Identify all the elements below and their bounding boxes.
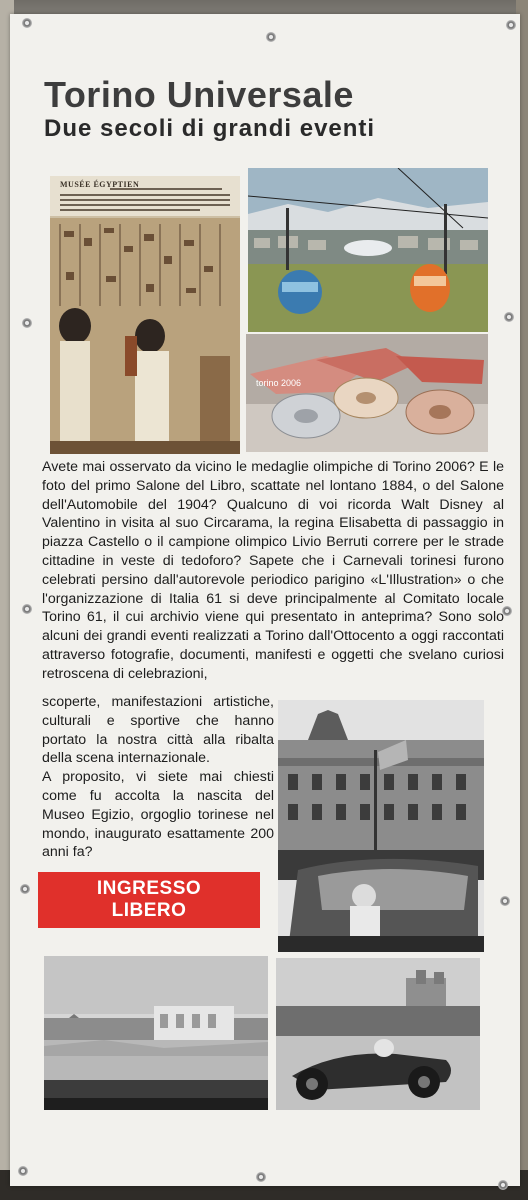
olympic-medals-photo xyxy=(246,334,488,452)
eyelet-icon xyxy=(20,884,30,894)
eyelet-icon xyxy=(266,32,276,42)
eyelet-icon xyxy=(22,318,32,328)
column-text xyxy=(42,693,274,862)
egyptian-papyrus-photo xyxy=(50,176,240,454)
eyelet-icon xyxy=(506,20,516,30)
banner-subtitle: Due secoli di grandi eventi xyxy=(44,115,376,142)
intro-paragraph: Avete mai osservato da vicino le medaglie olimpiche di Torino 2006? E le foto del primo Salone del Libro, scattate nel lontano 1884, o del Salone dell'Automobile del 1904? Qualcuno di voi ricorda Walt Disney al Valentino in visita al suo Circarama, la regina Elisabetta di passaggio in piazza Castello o il campione olimpico Livio Berruti correre per le strade cittadine in veste di tedoforo? Sapete che i Carnevali torinesi furono celebrati persino dall'autorevole periodico parigino «L'Illustration» o che l'organizzazione di Italia 61 si deve principalmente al Comitato locale Torino 61, il cui archivio viene qui presentato in anteprima? Sono solo alcuni dei grandi eventi realizzati a Torino dall'Ottocento a oggi raccontati attraverso fotografie, documenti, manifesti e oggetti che svelano curiosi retroscena di celebrazioni, xyxy=(42,459,504,682)
eyelet-icon xyxy=(256,1172,266,1182)
free-entry-badge xyxy=(38,872,260,928)
queen-elizabeth-car-photo xyxy=(278,700,484,952)
race-car-photo xyxy=(276,958,480,1110)
musee-caption: MUSÉE ÉGYPTIEN xyxy=(60,180,140,189)
free-entry-line2: LIBERO xyxy=(111,900,187,921)
eyelet-icon xyxy=(504,312,514,322)
eyelet-icon xyxy=(498,1180,508,1190)
eyelet-icon xyxy=(22,604,32,614)
eyelet-icon xyxy=(18,1166,28,1176)
cable-car-photo xyxy=(248,168,488,332)
banner-title: Torino Universale xyxy=(44,74,354,115)
column-paragraph-2: A proposito, vi siete mai chiesti come fu accolta la nascita del Museo Egizio, orgoglio torinese nel mondo, inaugurato esattamente 200 anni fa? xyxy=(42,769,274,861)
free-entry-line1: INGRESSO xyxy=(96,878,202,899)
valentino-riverside-photo xyxy=(44,956,268,1110)
column-paragraph-1: scoperte, manifestazioni artistiche, culturali e sportive che hanno portato la nostra città alla ribalta della scena internazionale. xyxy=(42,694,274,767)
eyelet-icon xyxy=(500,896,510,906)
eyelet-icon xyxy=(22,18,32,28)
medal-ribbon-text: torino 2006 xyxy=(256,378,302,388)
